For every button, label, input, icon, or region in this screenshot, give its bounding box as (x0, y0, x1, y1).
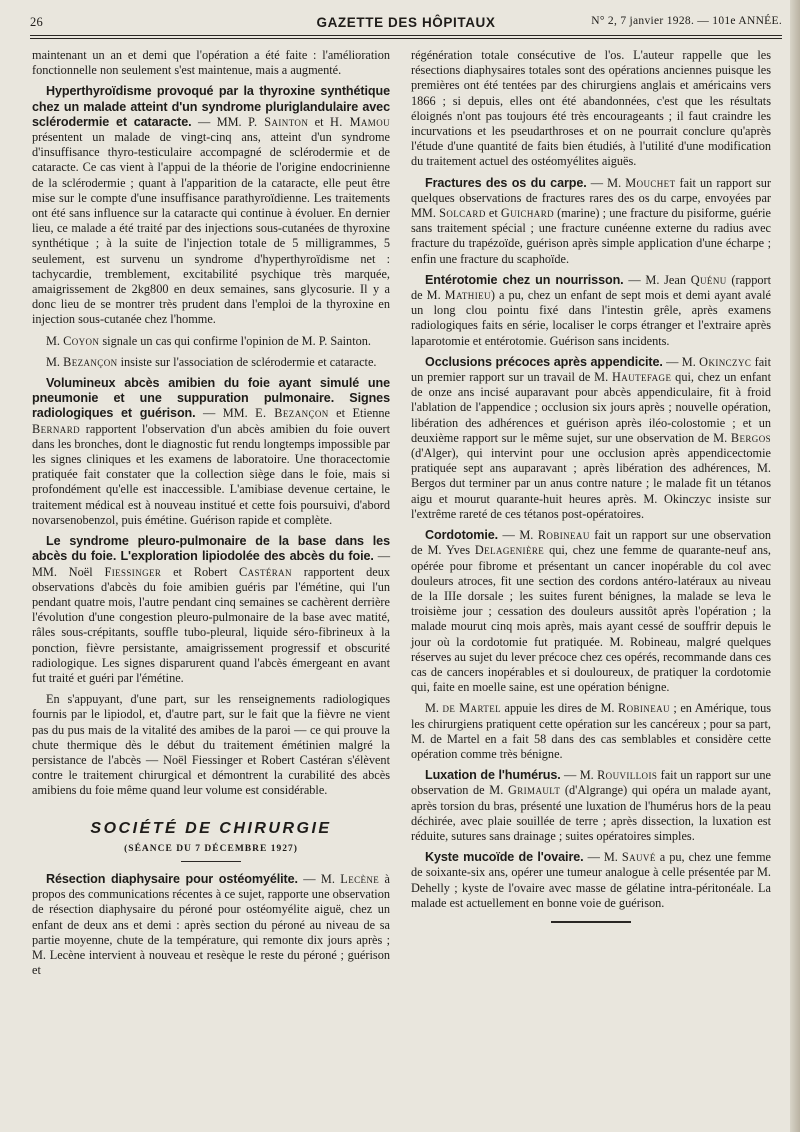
author-name: Lecène (340, 871, 380, 886)
text-run: — MM. Noël (32, 549, 390, 579)
header-rule-bottom (30, 38, 782, 39)
text-run: insiste sur l'association de sclérodermie et cataracte. (117, 354, 377, 369)
article-body: qui, chez une femme de quarante-neuf ans, opérée pour fibrome et présentant un cancer inopérable du col avec douleurs atroces, fit une section des cordons antéro-latéraux au niveau de la IIIe dorsale ; les suites furent bénignes, la malade se leva le troisième jour ; cessation des douleurs aussitôt après l'opération ; la malade mourut cinq mois après, mais ayant cessé de souffrir depuis le jour où la cordotomie fut pratiquée. M. Robineau, malgré quelques réserves au sujet du lever précoce chez ces opérés, recommande dans ces cas de cancers inopérables et si douloureux, de pratiquer la cordotomie qui, faite en moelle saine, est une opération bénigne. (411, 543, 771, 695)
author-name: Bernard (32, 421, 81, 436)
article-body: ) a pu, chez un enfant de sept mois et demi ayant avalé un long clou pointu fixé dans l'intestin grêle, après examens radiologiques faits en série, localiser le corps étranger et l'extraire après laparotomie et entérotomie. Guérison sans incidents. (411, 288, 772, 348)
article-resection-diaphysaire (32, 872, 390, 978)
author-name: Bezançon (63, 354, 118, 369)
article-body: (d'Algrange) qui opéra un malade ayant, après torsion du bras, présenté une luxation de l'humérus hors de la peau déchirée, avec plaie souillée de terre ; après dissection, la luxation est réduite, sutures sans drainage ; suites opératoires simples. (411, 783, 772, 843)
text-run: fait un rapport sur quelques observations de fractures rares des os du carpe, envoyées par MM. (411, 175, 771, 221)
author-name: Sauvé (621, 850, 656, 865)
paragraph: maintenant un an et demi que l'opération a été faite : l'amélioration fonctionnelle non seulement s'est maintenue, mais a augmenté. (32, 48, 390, 78)
article-title: Hyperthyroïdisme provoqué par la thyroxine synthétique chez un malade atteint d'un syndrome pluriglandulaire avec sclérodermie et cataracte. (32, 84, 390, 129)
end-rule (551, 921, 631, 923)
text-run: — MM. (191, 114, 249, 129)
text-run: fait un rapport sur une observation de M. Yves (411, 528, 771, 558)
author-name: Quénu (690, 272, 727, 287)
text-run: — M. (560, 768, 598, 783)
article-luxation-humerus (411, 768, 771, 844)
article-body: a pu, chez une femme de soixante-six ans, opérer une tumeur analogue à celle présentée par M. Dehelly ; kyste de l'ovaire avec masse de gélatine intra-péritonéale. La malade est actuellement en bonne voie de guérison. (411, 850, 771, 910)
author-name: Delagenière (474, 543, 545, 558)
author-name: Mathieu (444, 288, 491, 303)
page-number: 26 (30, 15, 44, 29)
article-body: ; en Amérique, tous les chirurgiens pratiquent cette opération sur les cancéreux ; pour sa part, M. de Martel en a fait 58 dans des cas semblables et considère cette opération comme très bénigne. (411, 701, 772, 761)
section-rule (181, 861, 241, 862)
text-run: appuie les dires de M. (501, 701, 618, 716)
article-title: Volumineux abcès amibien du foie ayant simulé une pneumonie et une suppuration pulmonaire. Signes radiologiques et guérison. (32, 376, 390, 421)
article-body: (marine) ; une fracture du pisiforme, guérie sans traitement spécial ; une fracture cunéenne externe du radius avec fracture du trapézoïde, guérison après simple application d'une écharpe ; enfin une fracture du scaphoïde. (411, 206, 771, 266)
text-run: — M. (583, 850, 622, 865)
article-occlusions (411, 355, 771, 522)
article-title: Fractures des os du carpe. (425, 175, 587, 190)
text-run: M. (46, 333, 64, 348)
article-hyperthyroidisme (32, 84, 390, 327)
article-body: qui, chez un enfant de onze ans incisé auparavant pour abcès appendiculaire, fit à froid l'ablation de l'appendice ; occlusion six jours après ; nouvelle opération, libération des adhérences et guérison après iléo-colostomie ; et un deuxième rapport sur le même sujet, sur une observation de M. (411, 370, 771, 445)
text-run: — M. (498, 528, 538, 543)
text-run: M. (425, 701, 443, 716)
article-body: (d'Alger), qui intervint pour une occlusion après appendicectomie pratiquée sept ans auparavant ; après libération des adhérences, M. Bergos dut terminer par un anus contre nature ; le malade fit un tétanos aigu et mourut quarante-huit heures après. M. Okinczyc insiste sur l'extrême rareté de ces tétanos post-opératoires. (411, 446, 771, 521)
article-body: à propos des communications récentes à ce sujet, rapporte une observation de résection diaphysaire du péroné pour ostéomyélite aiguë, chez un enfant de deux ans et demi : après section du péroné au niveau de sa partie moyenne, chute de la température, qui remonte dix jours après ; M. Lecène intervient à nouveau et resèque le reste du péroné ; guérison et (32, 871, 390, 978)
author-name: Coyon (63, 333, 100, 348)
article-title: Kyste mucoïde de l'ovaire. (425, 850, 584, 865)
article-body: présentent un malade de vingt-cinq ans, atteint d'un syndrome d'insuffisance thyro-testiculaire accompagné de sclérodermie et de cataracte. Ce cas vient à l'appui de la théorie de l'origine endocrinienne de la sclérodermie ; quant à l'apparition de la cataracte, elle peut être mise sur le compte d'une insuffisance parathyroïdienne. Les traitements ont été sans influence sur la cataracte qui continue à évoluer. En dernier lieu, ce malade a été traité par des injections sous-cutanées de thyroxine synthétique ; à la suite de l'injection totale de 5 milligrammes, 5 seulement, est survenu un syndrome d'hyperthyroïdisme net : tachycardie, tremblement, excitabilité psychique très marquée, amaigrissement de 2kg800 en deux semaines, sans glycosurie. Il y a donc lieu de se montrer très prudent dans l'emploi de la thyroxine en injection sous-cutanée chez l'homme. (32, 130, 390, 327)
author-name: de Martel (442, 701, 502, 716)
article-title: Luxation de l'humérus. (425, 768, 561, 783)
author-name: Solcard (439, 206, 486, 221)
text-run: et (308, 114, 330, 129)
article-syndrome-pleuro-pulmonaire (32, 534, 390, 686)
comment-coyon (32, 334, 390, 349)
page-edge-shadow (790, 0, 800, 1132)
article-title: Le syndrome pleuro-pulmonaire de la base dans les abcès du foie. L'exploration lipiodolée des abcès du foie. (32, 534, 390, 564)
text-run: — M. (297, 871, 341, 886)
right-column (411, 48, 771, 923)
session-line: (SÉANCE DU 7 DÉCEMBRE 1927) (124, 843, 298, 854)
article-cordotomie (411, 528, 771, 695)
author-name: Castéran (239, 564, 292, 579)
article-fractures-carpe (411, 176, 771, 267)
article-body: rapportent l'observation d'un abcès amibien du foie ouvert dans les bronches, dont le diagnostic fut rendu longtemps impossible par les signes cliniques et les examens de laboratoire. Une thoracectomie pratiquée fait constater que la collection siège dans le foie, mais si profondément qu'elle est inaccessible. L'amibiase devenue certaine, le traitement médical est à nouveau institué et cette fois poursuivi, d'abord novarsenobenzol, puis émétine. Guérison rapide et complète. (32, 421, 390, 527)
article-abces-amibien (32, 376, 390, 528)
author-name: E. Bezançon (255, 406, 329, 421)
text-run: et Robert (161, 564, 240, 579)
author-name: Fiessinger (104, 564, 162, 579)
text-run: et Etienne (328, 406, 391, 421)
article-body: rapportent deux observations d'abcès du foie amibien guéris par l'émétine, qui l'un pendant quatre mois, l'autre pendant cinq semaines se cachèrent derrière l'évolution d'une congestion pleuro-pulmonaire de la base avec matité, râles sous-crépitants, souffle tubo-pleural, liquide séro-fibrineux à la ponction, fièvre persistante, amaigrissement progressif et obscurité radiologique. Les signes disparurent quand l'abcès émergeant en avant fut traité et guéri par l'émétine. (32, 564, 390, 685)
paragraph: En s'appuyant, d'une part, sur les renseignements radiologiques fournis par le lipiodol, et, d'autre part, sur le fait que la fièvre ne vient pas du pus mais de la vitalité des amibes de la paroi — ce qui prouve la chute thermique dès le début du traitement émétinien malgré la persistance de l'abcès — Noël Fiessinger et Robert Castéran s'élèvent contre le traitement chirurgical et démontrent la curabilité des abcès amibiens du foie même quand leur volume est considérable. (32, 692, 390, 798)
author-name: Bergos (730, 430, 771, 445)
header-rule-top (30, 35, 782, 36)
issue-line: N° 2, 7 janvier 1928. — 101e ANNÉE. (591, 15, 782, 27)
journal-title: GAZETTE DES HÔPITAUX (316, 15, 496, 30)
text-run: et (485, 206, 501, 221)
comment-de-martel (411, 701, 771, 762)
author-name: Rouvillois (597, 768, 658, 783)
text-run: fait un premier rapport sur un travail de M. (411, 354, 772, 385)
text-run: — M. (586, 175, 626, 190)
author-name: P. Sainton (248, 114, 309, 129)
text-run: (rapport de M. (411, 272, 771, 303)
author-name: Robineau (537, 528, 590, 543)
left-column (32, 48, 390, 984)
text-run: — MM. (195, 406, 256, 421)
running-header (30, 13, 782, 33)
text-run: — M. Jean (623, 272, 691, 287)
author-name: Mouchet (625, 175, 676, 190)
article-title: Cordotomie. (425, 528, 499, 543)
author-name: H. Mamou (329, 114, 391, 129)
section-title: SOCIÉTÉ DE CHIRURGIE (90, 819, 332, 837)
article-title: Entérotomie chez un nourrisson. (425, 272, 624, 287)
author-name: Hautefage (612, 370, 672, 385)
author-name: Guichard (500, 206, 555, 221)
text-run: fait un rapport sur une observation de M. (411, 768, 771, 798)
text-run: M. (46, 354, 64, 369)
comment-bezancon (32, 355, 390, 370)
article-title: Occlusions précoces après appendicite. (425, 354, 663, 369)
article-title: Résection diaphysaire pour ostéomyélite. (46, 871, 298, 886)
author-name: Robineau (618, 701, 670, 716)
article-enterotomie (411, 273, 771, 349)
author-name: Grimault (507, 783, 561, 798)
text-run: signale un cas qui confirme l'opinion de M. P. Sainton. (99, 333, 371, 348)
text-run: — M. (662, 354, 700, 369)
paragraph: régénération totale consécutive de l'os. L'auteur rappelle que les résections diaphysaires totales sont des opérations anciennes puisque les premières ont été tentées par des chirurgiens anglais et américains vers 1866 ; si depuis, elles ont été abandonnées, c'est que les résultats éloignés n'ont pas toujours été très encourageants ; il faut craindre les incurvations et les pseudarthroses et on ne pourrait conclure qu'après l'étude d'une quantité de faits bien étudiés, à l'utilité d'une modification du traitement actuel des ostéomyélites aiguës. (411, 48, 771, 169)
article-kyste-mucoide (411, 850, 771, 911)
author-name: Okinczyc (699, 354, 752, 369)
